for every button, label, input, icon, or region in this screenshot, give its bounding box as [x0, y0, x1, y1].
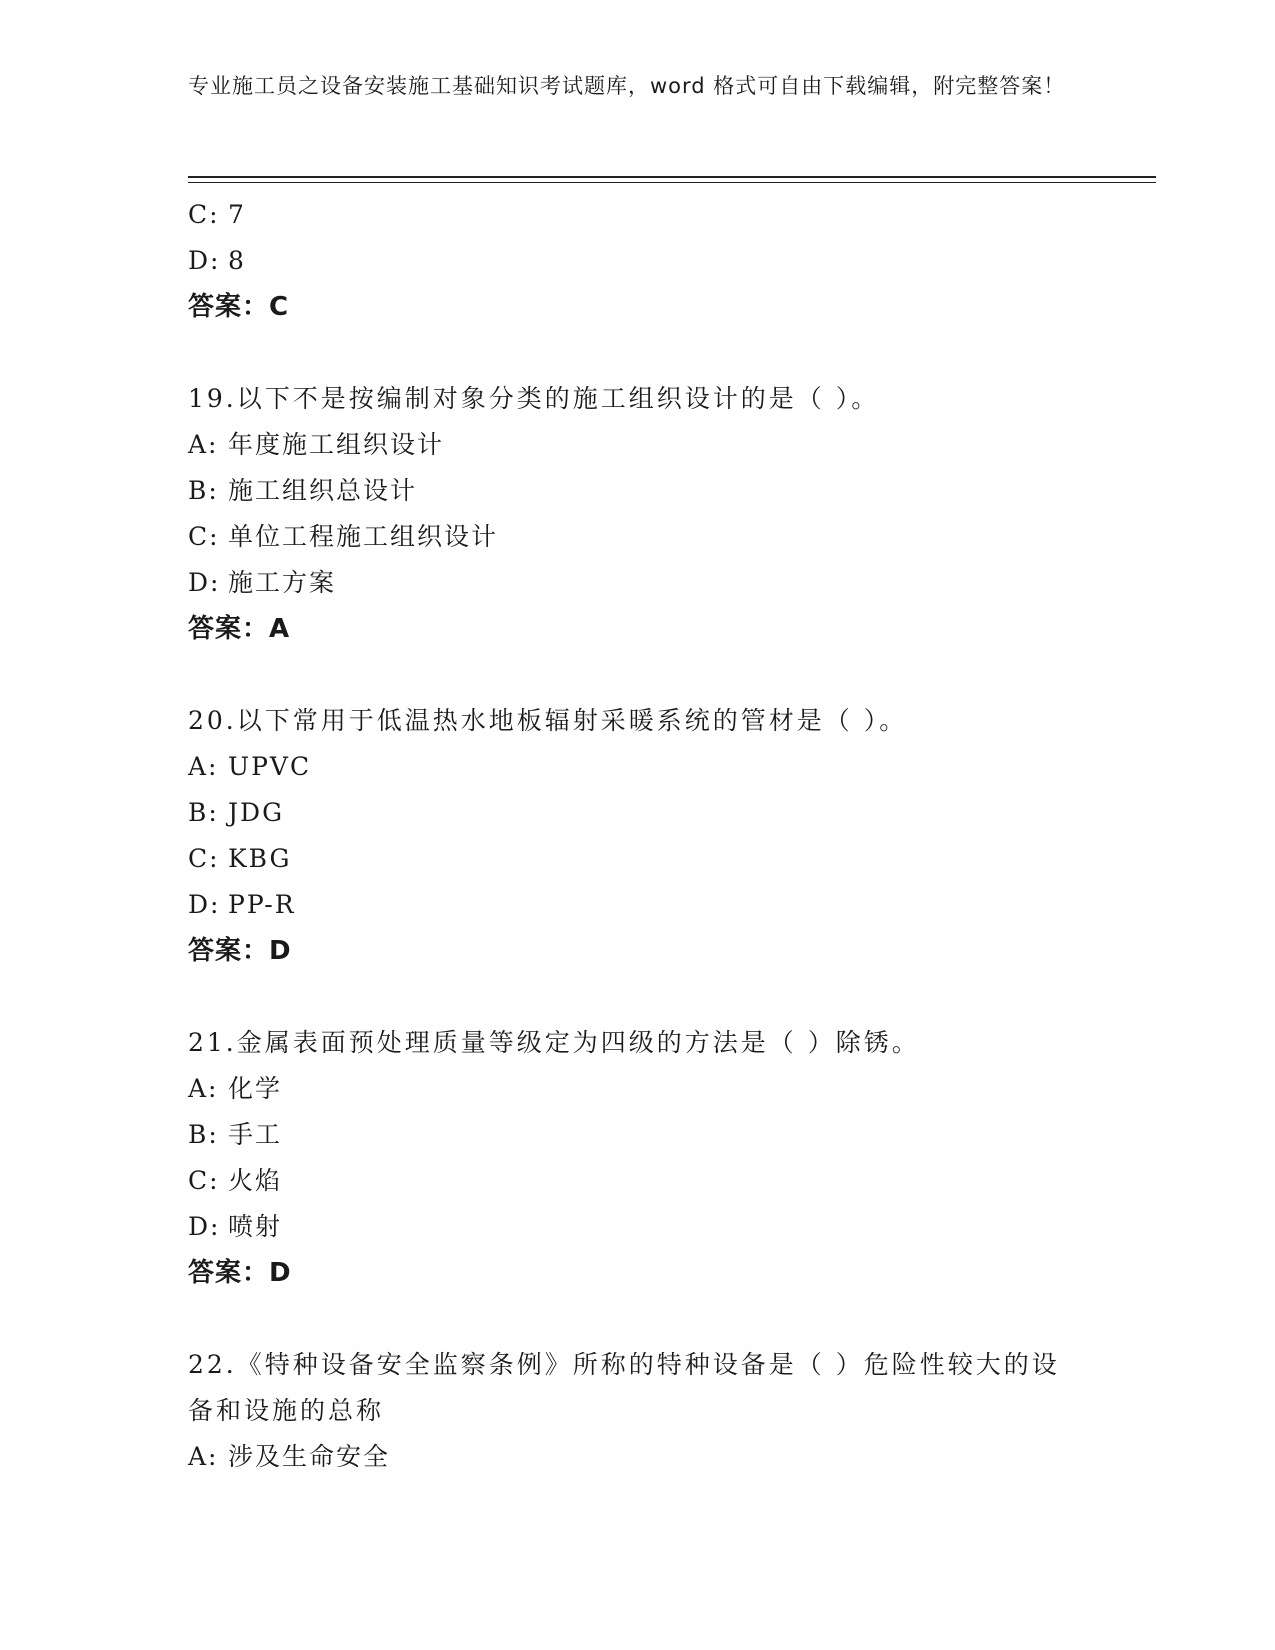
answer-line: 答案：D — [188, 1258, 292, 1288]
option-c: C: 单位工程施工组织设计 — [188, 522, 499, 551]
question-text: 21.金属表面预处理质量等级定为四级的方法是（ ）除锈。 — [188, 1028, 920, 1057]
question-block-21 — [188, 1020, 1068, 1296]
document-header: 专业施工员之设备安装施工基础知识考试题库，word 格式可自由下载编辑，附完整答案！ — [188, 74, 1066, 98]
question-text: 20.以下常用于低温热水地板辐射采暖系统的管材是（ ）。 — [188, 706, 908, 735]
question-block-prev — [188, 192, 1068, 330]
header-rule-thin — [188, 182, 1156, 183]
option-c: C: KBG — [188, 844, 292, 873]
option-d: D: PP-R — [188, 890, 296, 919]
question-block-19 — [188, 376, 1068, 652]
question-text: 19.以下不是按编制对象分类的施工组织设计的是（ ）。 — [188, 384, 880, 413]
answer-line: 答案：A — [188, 614, 291, 644]
option-d: D: 8 — [188, 246, 246, 275]
option-b: B: 手工 — [188, 1120, 283, 1149]
option-d: D: 喷射 — [188, 1212, 283, 1241]
option-b: B: JDG — [188, 798, 285, 827]
answer-line: 答案：C — [188, 292, 290, 322]
question-block-22 — [188, 1342, 1068, 1480]
option-a: A: 涉及生命安全 — [188, 1442, 391, 1471]
option-c: C: 7 — [188, 200, 246, 229]
option-a: A: UPVC — [188, 752, 312, 781]
option-c: C: 火焰 — [188, 1166, 283, 1195]
answer-line: 答案：D — [188, 936, 292, 966]
question-block-20 — [188, 698, 1068, 974]
question-text: 22.《特种设备安全监察条例》所称的特种设备是（ ）危险性较大的设备和设施的总称 — [188, 1350, 1060, 1425]
option-a: A: 年度施工组织设计 — [188, 430, 445, 459]
header-rule-thick — [188, 176, 1156, 178]
option-a: A: 化学 — [188, 1074, 283, 1103]
question-list — [188, 192, 1068, 1480]
option-b: B: 施工组织总设计 — [188, 476, 418, 505]
option-d: D: 施工方案 — [188, 568, 337, 597]
